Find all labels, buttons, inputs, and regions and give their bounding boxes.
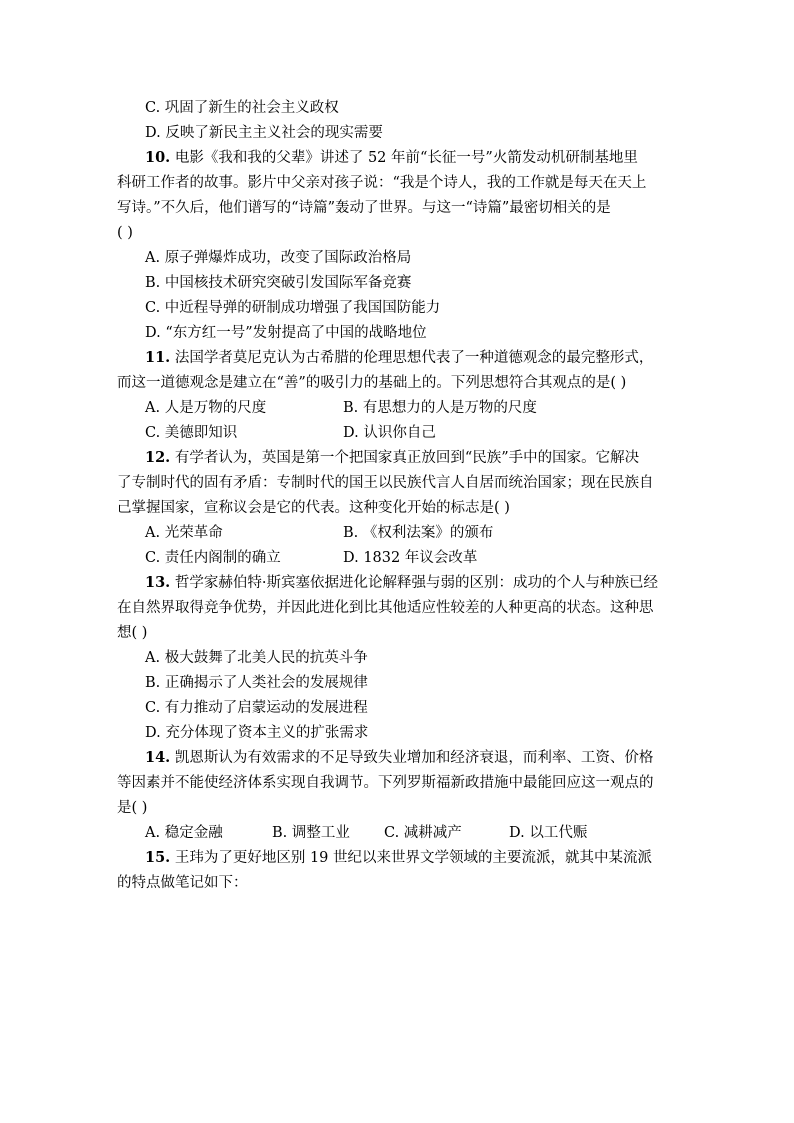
q12-option-d: D. 1832 年议会改革 — [343, 550, 478, 566]
q10-number: 10. — [145, 149, 171, 166]
q10-answer-blank: ( ) — [117, 225, 133, 241]
q12-option-a: A. 光荣革命 — [145, 525, 223, 541]
q14-option-b: B. 调整工业 — [272, 825, 350, 841]
q13-stem-line-2: 在自然界取得竞争优势，并因此进化到比其他适应性较差的人种更高的状态。这种思 — [117, 600, 654, 616]
q15-text-1: 王玮为了更好地区别 19 世纪以来世界文学领域的主要流派，就其中某流派 — [170, 850, 653, 866]
q13-option-b: B. 正确揭示了人类社会的发展规律 — [145, 675, 368, 691]
q14-stem-line-2: 等因素并不能使经济体系实现自我调节。下列罗斯福新政措施中最能回应这一观点的 — [117, 775, 654, 791]
q12-option-b: B. 《权利法案》的颁布 — [343, 525, 494, 541]
q14-text-1: 凯恩斯认为有效需求的不足导致失业增加和经济衰退，而利率、工资、价格 — [170, 750, 654, 766]
q13-stem-line-3: 想( ) — [117, 625, 148, 641]
q11-options-row-2 — [145, 423, 715, 443]
q11-stem-line-2: 而这一道德观念是建立在“善”的吸引力的基础上的。下列思想符合其观点的是( ) — [117, 375, 627, 391]
q14-stem-line-1 — [145, 748, 715, 768]
q13-option-c: C. 有力推动了启蒙运动的发展进程 — [145, 700, 368, 716]
q11-option-c: C. 美德即知识 — [145, 425, 238, 441]
q10-option-d: D. “东方红一号”发射提高了中国的战略地位 — [145, 325, 427, 341]
q14-stem-line-3: 是( ) — [117, 800, 148, 816]
q11-option-b: B. 有思想力的人是万物的尺度 — [343, 400, 537, 416]
q10-stem-line-3: 写诗。”不久后，他们谱写的“诗篇”轰动了世界。与这一“诗篇”最密切相关的是 — [117, 200, 611, 216]
q10-stem-line-1 — [145, 148, 715, 168]
q10-option-c: C. 中近程导弹的研制成功增强了我国国防能力 — [145, 300, 441, 316]
q13-text-1: 哲学家赫伯特·斯宾塞依据进化论解释强与弱的区别：成功的个人与种族已经 — [170, 575, 658, 591]
q12-stem-line-2: 了专制时代的固有矛盾：专制时代的国王以民族代言人自居而统治国家；现在民族自 — [117, 475, 654, 491]
q11-text-1: 法国学者莫尼克认为古希腊的伦理思想代表了一种道德观念的最完整形式， — [170, 350, 654, 366]
q11-options-row-1 — [145, 398, 715, 418]
q11-option-d: D. 认识你自己 — [343, 425, 436, 441]
q12-options-row-2 — [145, 548, 715, 568]
q14-options-row — [145, 823, 715, 843]
q10-text-1: 电影《我和我的父辈》讲述了 52 年前“长征一号”火箭发动机研制基地里 — [170, 150, 638, 166]
q12-text-1: 有学者认为，英国是第一个把国家真正放回到“民族”手中的国家。它解决 — [170, 450, 640, 466]
q13-stem-line-1 — [145, 573, 715, 593]
q12-stem-line-3: 己掌握国家，宣称议会是它的代表。这种变化开始的标志是( ) — [117, 500, 510, 516]
q13-option-d: D. 充分体现了资本主义的扩张需求 — [145, 725, 369, 741]
q14-option-c: C. 减耕减产 — [384, 825, 462, 841]
q12-stem-line-1 — [145, 448, 715, 468]
q11-number: 11. — [145, 349, 171, 366]
q10-option-a: A. 原子弹爆炸成功，改变了国际政治格局 — [145, 250, 412, 266]
q12-options-row-1 — [145, 523, 715, 543]
q14-option-a: A. 稳定金融 — [145, 825, 223, 841]
q9-option-d: D. 反映了新民主主义社会的现实需要 — [145, 125, 383, 141]
q10-stem-line-2: 科研工作者的故事。影片中父亲对孩子说：“我是个诗人，我的工作就是每天在天上 — [117, 175, 647, 191]
q13-number: 13. — [145, 574, 171, 591]
q12-option-c: C. 责任内阁制的确立 — [145, 550, 281, 566]
q11-stem-line-1 — [145, 348, 715, 368]
q14-option-d: D. 以工代赈 — [509, 825, 588, 841]
q10-option-b: B. 中国核技术研究突破引发国际军备竞赛 — [145, 275, 412, 291]
q9-option-c: C. 巩固了新生的社会主义政权 — [145, 100, 339, 116]
q13-option-a: A. 极大鼓舞了北美人民的抗英斗争 — [145, 650, 368, 666]
q11-option-a: A. 人是万物的尺度 — [145, 400, 267, 416]
q14-number: 14. — [145, 749, 171, 766]
q15-number: 15. — [145, 849, 171, 866]
q15-stem-line-1 — [145, 848, 715, 868]
q12-number: 12. — [145, 449, 171, 466]
q15-stem-line-2: 的特点做笔记如下： — [117, 875, 248, 891]
